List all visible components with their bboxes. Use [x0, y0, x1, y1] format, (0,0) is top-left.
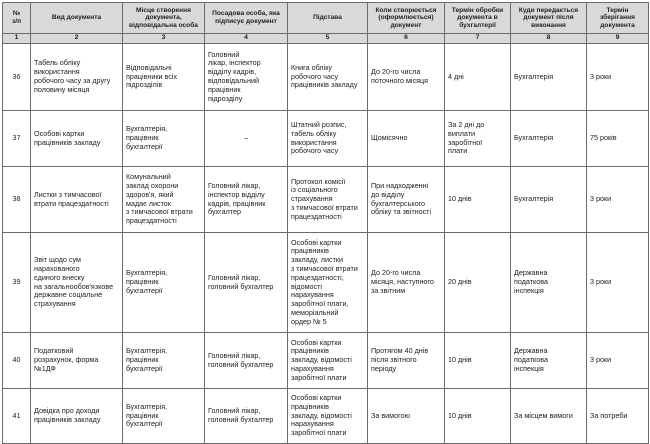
- table-row: [3, 333, 649, 389]
- basis-cell: Особові картки працівників закладу, відомості нарахування заробітної плати: [288, 333, 368, 389]
- processing-cell: За 2 дні до виплати заробітної плати: [445, 111, 511, 167]
- storage-cell: 75 років: [587, 111, 649, 167]
- column-number: 7: [445, 34, 511, 44]
- signer-cell: Головний лікар, головний бухгалтер: [205, 333, 288, 389]
- signer-cell: Головний лікар, головний бухгалтер: [205, 389, 288, 444]
- when-cell: До 20-го числа місяця, наступного за звітним: [368, 233, 445, 333]
- doc-type-cell: Податковий розрахунок, форма №1ДФ: [31, 333, 123, 389]
- header-row: [3, 3, 649, 34]
- when-cell: До 20-го числа поточного місяця: [368, 44, 445, 111]
- storage-cell: 3 роки: [587, 44, 649, 111]
- header-cell-processing: Термін обробки документа в бухгалтерії: [445, 3, 511, 34]
- table-row: [3, 44, 649, 111]
- storage-cell: 3 роки: [587, 167, 649, 233]
- transfer-cell: Державна податкова інспекція: [511, 333, 587, 389]
- table-row: [3, 389, 649, 444]
- column-number: 2: [31, 34, 123, 44]
- column-number: 5: [288, 34, 368, 44]
- transfer-cell: За місцем вимоги: [511, 389, 587, 444]
- doc-type-cell: Особові картки працівників закладу: [31, 111, 123, 167]
- header-cell-place: Місце створення документа, відповідальна особа: [123, 3, 205, 34]
- storage-cell: За потреби: [587, 389, 649, 444]
- signer-cell: –: [205, 111, 288, 167]
- transfer-cell: Державна податкова інспекція: [511, 233, 587, 333]
- row-number: 40: [3, 333, 31, 389]
- when-cell: При надходженні до відділу бухгалтерського обліку та звітності: [368, 167, 445, 233]
- signer-cell: Головний лікар, головний бухгалтер: [205, 233, 288, 333]
- when-cell: Щомісячно: [368, 111, 445, 167]
- transfer-cell: Бухгалтерія: [511, 167, 587, 233]
- table-row: [3, 233, 649, 333]
- column-number: 6: [368, 34, 445, 44]
- basis-cell: Особові картки працівників закладу, відомості нарахування заробітної плати: [288, 389, 368, 444]
- transfer-cell: Бухгалтерія: [511, 44, 587, 111]
- column-number: 9: [587, 34, 649, 44]
- doc-type-cell: Табель обліку використання робочого часу за другу половину місяця: [31, 44, 123, 111]
- doc-type-cell: Листки з тимчасової втрати працездатності: [31, 167, 123, 233]
- basis-cell: Книга обліку робочого часу працівників закладу: [288, 44, 368, 111]
- when-cell: За вимогою: [368, 389, 445, 444]
- row-number: 36: [3, 44, 31, 111]
- header-cell-when: Коли створюється (оформлюється) документ: [368, 3, 445, 34]
- header-cell-signer: Посадова особа, яка підписує документ: [205, 3, 288, 34]
- processing-cell: 10 днів: [445, 389, 511, 444]
- place-cell: Бухгалтерія, працівник бухгалтерії: [123, 389, 205, 444]
- place-cell: Комунальний заклад охорони здоров'я, який мадає листок з тимчасової втрати працездатності: [123, 167, 205, 233]
- header-cell-num: № з/п: [3, 3, 31, 34]
- table-row: [3, 167, 649, 233]
- column-number: 4: [205, 34, 288, 44]
- documents-table: [2, 2, 649, 444]
- header-cell-doc-type: Вид документа: [31, 3, 123, 34]
- signer-cell: Головний лікар, інспектор відділу кадрів, працівник бухгалтер: [205, 167, 288, 233]
- processing-cell: 4 дні: [445, 44, 511, 111]
- transfer-cell: Бухгалтерія: [511, 111, 587, 167]
- header-cell-storage: Термін зберігання документа: [587, 3, 649, 34]
- processing-cell: 20 днів: [445, 233, 511, 333]
- storage-cell: 3 роки: [587, 333, 649, 389]
- place-cell: Бухгалтерія, працівник бухгалтерії: [123, 233, 205, 333]
- processing-cell: 10 днів: [445, 333, 511, 389]
- header-cell-transfer: Куди передається документ після виконання: [511, 3, 587, 34]
- when-cell: Протягом 40 днів після звітного періоду: [368, 333, 445, 389]
- place-cell: Відповідальні працівники всіх підрозділів: [123, 44, 205, 111]
- place-cell: Бухгалтерія, працівник бухгалтерії: [123, 333, 205, 389]
- signer-cell: Головний лікар, інспектор відділу кадрів, відповідальний працівник підрозділу: [205, 44, 288, 111]
- row-number: 37: [3, 111, 31, 167]
- basis-cell: Штатний розпис, табель обліку використання робочого часу: [288, 111, 368, 167]
- doc-type-cell: Звіт щодо сум нарахованого єдиного внеску на загальнообов'язкове державне соціальне страхування: [31, 233, 123, 333]
- column-number-row: [3, 34, 649, 44]
- column-number: 1: [3, 34, 31, 44]
- row-number: 41: [3, 389, 31, 444]
- doc-type-cell: Довідка про доходи працівників закладу: [31, 389, 123, 444]
- basis-cell: Протокол комісії із соціального страхування з тимчасової втрати працездатності: [288, 167, 368, 233]
- column-number: 8: [511, 34, 587, 44]
- storage-cell: 3 роки: [587, 233, 649, 333]
- place-cell: Бухгалтерія, працівник бухгалтерії: [123, 111, 205, 167]
- row-number: 39: [3, 233, 31, 333]
- column-number: 3: [123, 34, 205, 44]
- header-cell-basis: Підстава: [288, 3, 368, 34]
- table-row: [3, 111, 649, 167]
- processing-cell: 10 днів: [445, 167, 511, 233]
- row-number: 38: [3, 167, 31, 233]
- basis-cell: Особові картки працівників закладу, листки з тимчасової втрати працездатності, відомості нарахування заробітної плати, меморіальний ордер № 5: [288, 233, 368, 333]
